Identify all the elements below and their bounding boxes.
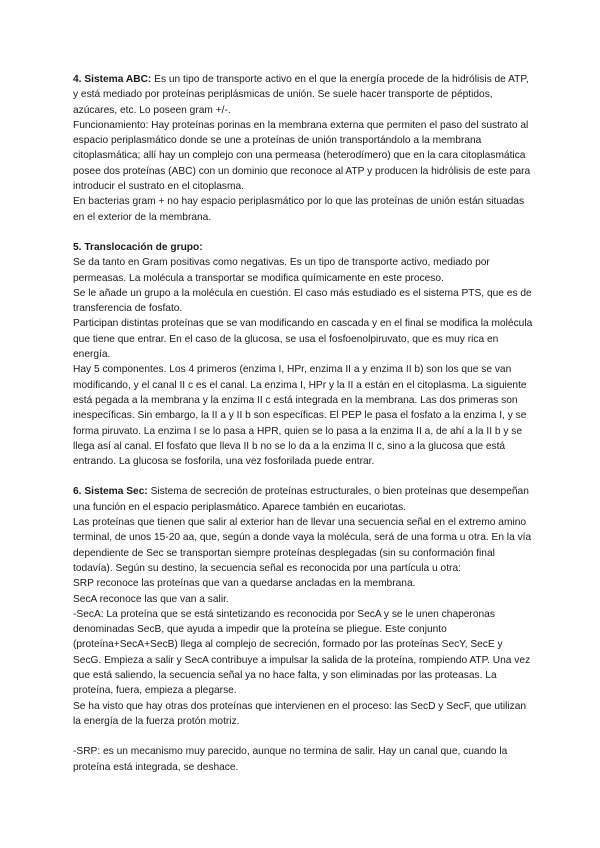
sec-paragraph-7: -SRP: es un mecanismo muy parecido, aunque no termina de salir. Hay un canal que, cuando la proteína está integrada, se deshace. xyxy=(73,746,508,773)
sec-intro-paragraph xyxy=(73,484,533,515)
translocacion-paragraph-3: Participan distintas proteínas que se van modificando en cascada y en el final se modifica la molécula que tiene que entrar. En el caso de la glucosa, se usa el fosfoenolpiruvato, que es muy rica en energía. xyxy=(73,318,533,361)
sec-paragraph-5: -SecA: La proteína que se está sintetizando es reconocida por SecA y se le unen chaperonas denominadas SecB, que ayuda a impedir que la proteína se pliegue. Este conjunto (proteína+SecA+SecB) llega al complejo de secreción, formado por las proteínas SecY, SecE y SecG. Empieza a salir y SecA contribuye a impulsar la salida de la proteína, rompiendo ATP. Una vez que está saliendo, la secuencia señal ya no hace falta, y son eliminadas por las proteasas. La proteína, fuera, empieza a plegarse. xyxy=(73,608,531,697)
document-body xyxy=(73,72,533,775)
abc-intro-paragraph xyxy=(73,72,533,118)
section-sec xyxy=(73,484,533,775)
translocacion-paragraph-1: Se da tanto en Gram positivas como negativas. Es un tipo de transporte activo, mediado por permeasas. La molécula a transportar se modifica químicamente en este proceso. xyxy=(73,257,490,284)
section-abc xyxy=(73,72,533,225)
abc-intro-text: Es un tipo de transporte activo en el que la energía procede de la hidrólisis de ATP, y está mediado por proteínas periplásmicas de unión. Se suele hacer transporte de péptidos, azúcares, etc. Lo poseen gram +/-. xyxy=(73,74,529,116)
translocacion-paragraph-4: Hay 5 componentes. Los 4 primeros (enzima I, HPr, enzima II a y enzima II b) son los que se van modificando, y el canal II c es el canal. La enzima I, HPr y la II a están en el citoplasma. La siguiente está pegada a la membrana y la enzima II c está integrada en la membrana. Las dos primeras son inespecíficas. Sin embargo, la II a y II b son específicas. El PEP le pasa el fosfato a la enzima I, y se forma piruvato. La enzima I se lo pasa a HPR, quien se lo pasa a la enzima II a, de ahí a la II b y se llega así al canal. El fosfato que lleva II b no se lo da a la enzima II c, sino a la glucosa que está entrando. La glucosa se fosforila, una vez fosforilada puede entrar. xyxy=(73,364,527,468)
blank-line xyxy=(73,729,533,744)
section-title-abc: 4. Sistema ABC: xyxy=(73,74,152,85)
section-title-sec: 6. Sistema Sec: xyxy=(73,486,148,498)
sec-intro-text: Sistema de secreción de proteínas estructurales, o bien proteínas que desempeñan una función en el espacio periplasmático. Aparece también en eucariotas. xyxy=(73,486,529,513)
section-translocacion xyxy=(73,240,533,469)
section-title-translocacion: 5. Translocación de grupo: xyxy=(73,241,203,253)
translocacion-paragraph-2: Se le añade un grupo a la molécula en cuestión. El caso más estudiado es el sistema PTS, que es de transferencia de fosfato. xyxy=(73,287,532,315)
sec-paragraph-6: Se ha visto que hay otras dos proteínas que intervienen en el proceso: las SecD y SecF, que utilizan la energía de la fuerza protón motriz. xyxy=(73,700,527,727)
sec-paragraph-4: SecA reconoce las que van a salir. xyxy=(73,593,229,605)
sec-paragraph-2: Las proteínas que tienen que salir al exterior han de llevar una secuencia señal en el extremo amino terminal, de unos 15-20 aa, que, según a donde vaya la molécula, será de una forma u otra. En la vía dependiente de Sec se transportan siempre proteínas desplegadas (sin su conformación final todavía). Según su destino, la secuencia señal es reconocida por una partícula u otra: xyxy=(73,517,532,574)
abc-gram-positive-paragraph: En bacterias gram + no hay espacio periplasmático por lo que las proteínas de unión están situadas en el exterior de la membrana. xyxy=(73,196,525,223)
abc-funcionamiento-paragraph: Funcionamiento: Hay proteínas porinas en la membrana externa que permiten el paso del sustrato al espacio periplasmático donde se une a proteínas de unión transportándolo a la membrana citoplasmática; allí hay un complejo con una permeasa (heterodímero) que en la cara citoplasmática posee dos proteínas (ABC) con un dominio que reconoce al ATP y producen la hidrólisis de este para introducir el sustrato en el citoplasma. xyxy=(73,119,531,193)
sec-paragraph-3: SRP reconoce las proteínas que van a quedarse ancladas en la membrana. xyxy=(73,578,416,590)
